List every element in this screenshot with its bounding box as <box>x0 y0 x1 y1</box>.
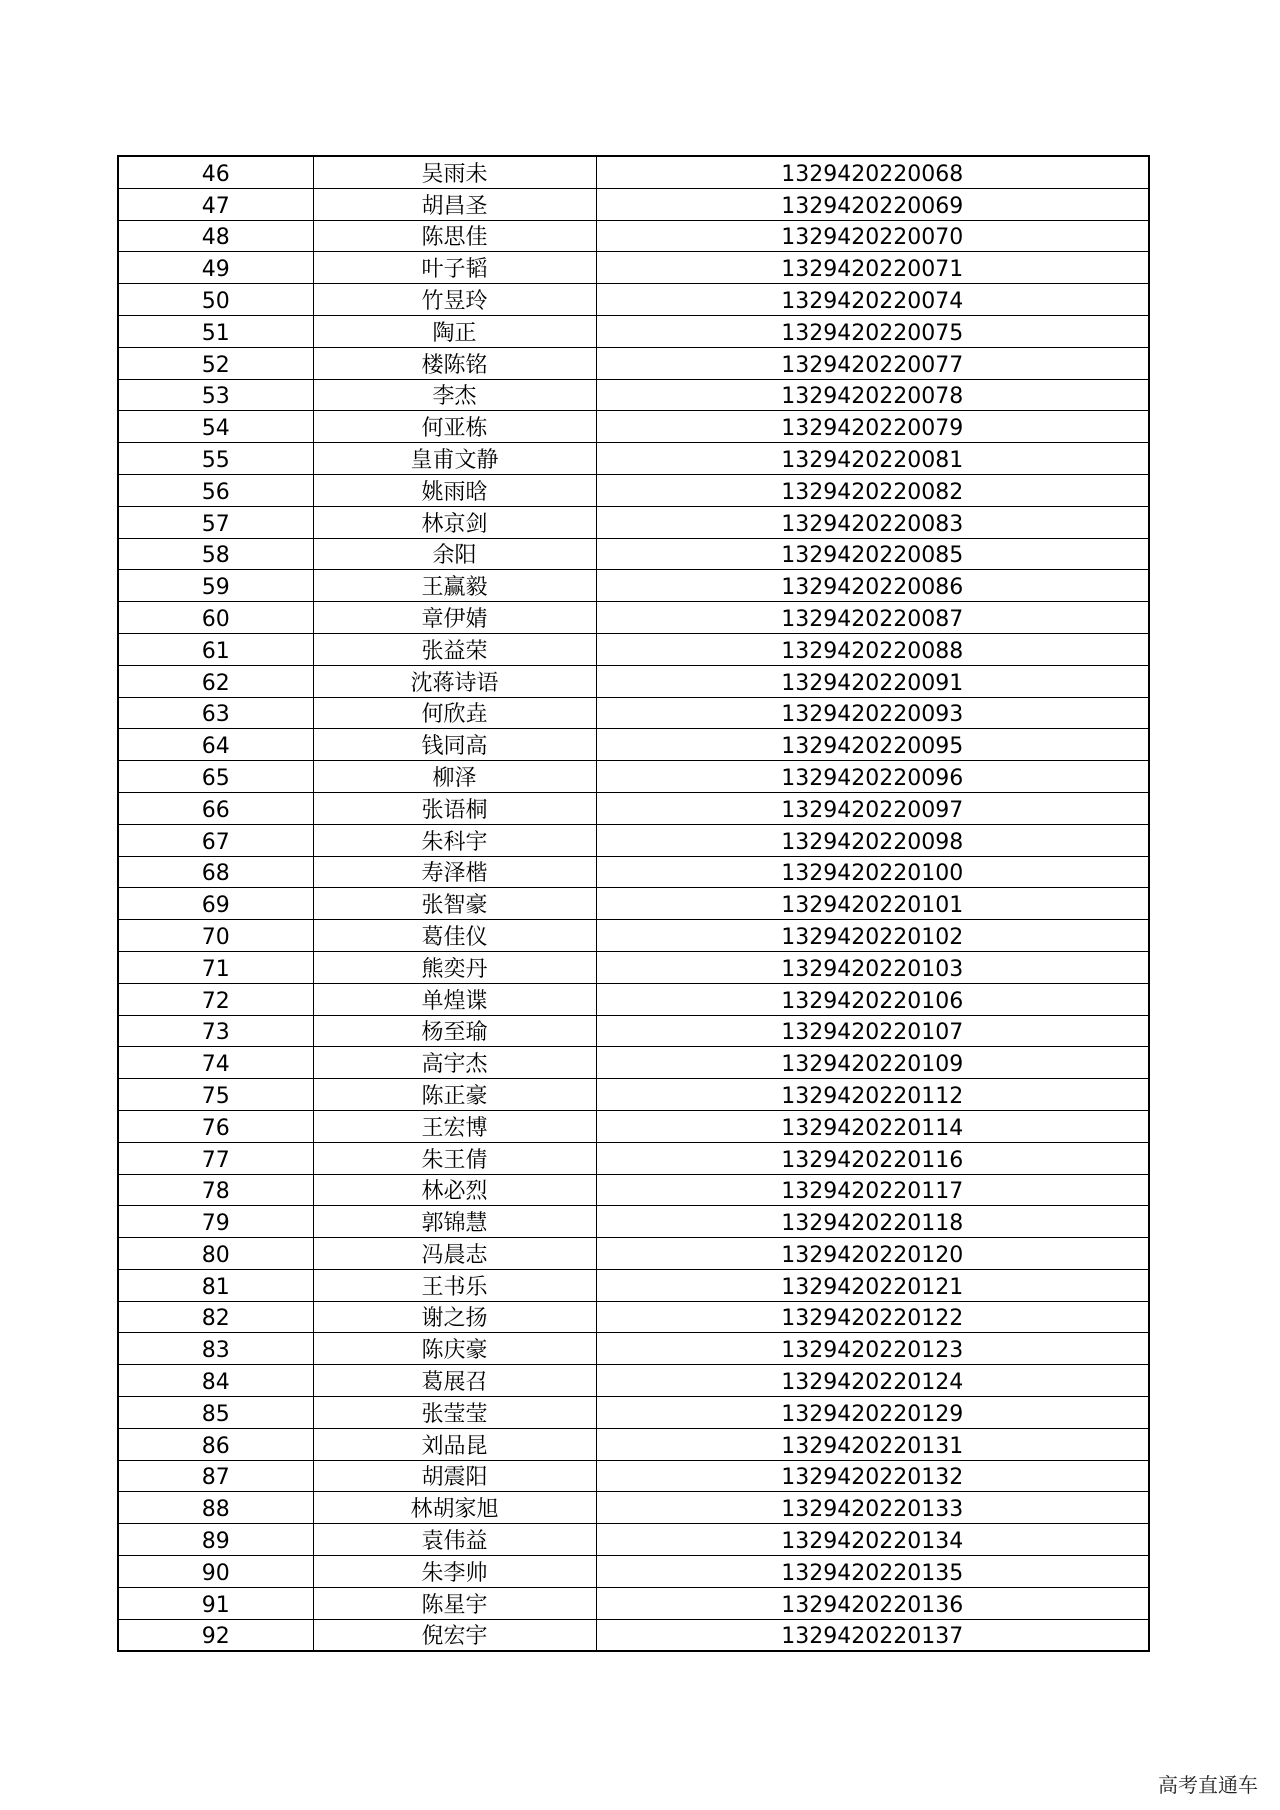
table-row <box>118 347 1149 379</box>
name-cell: 寿泽楷 <box>313 856 596 888</box>
table-row <box>118 761 1149 793</box>
exam-id-cell: 1329420220122 <box>596 1301 1149 1333</box>
table-row <box>118 1587 1149 1619</box>
table-row <box>118 220 1149 252</box>
table-row <box>118 1397 1149 1429</box>
exam-id-cell: 1329420220100 <box>596 856 1149 888</box>
row-number-cell: 77 <box>118 1142 313 1174</box>
exam-id-cell: 1329420220133 <box>596 1492 1149 1524</box>
row-number-cell: 69 <box>118 888 313 920</box>
table-row <box>118 1269 1149 1301</box>
row-number-cell: 71 <box>118 951 313 983</box>
table-row <box>118 379 1149 411</box>
row-number-cell: 53 <box>118 379 313 411</box>
row-number-cell: 47 <box>118 188 313 220</box>
table-row <box>118 474 1149 506</box>
roster-body <box>118 156 1149 1651</box>
name-cell: 李杰 <box>313 379 596 411</box>
name-cell: 竹昱玲 <box>313 284 596 316</box>
table-row <box>118 856 1149 888</box>
row-number-cell: 75 <box>118 1079 313 1111</box>
row-number-cell: 64 <box>118 729 313 761</box>
name-cell: 陶正 <box>313 315 596 347</box>
row-number-cell: 49 <box>118 252 313 284</box>
name-cell: 胡震阳 <box>313 1460 596 1492</box>
row-number-cell: 59 <box>118 570 313 602</box>
table-row <box>118 1142 1149 1174</box>
table-row <box>118 1079 1149 1111</box>
exam-id-cell: 1329420220078 <box>596 379 1149 411</box>
table-row <box>118 1174 1149 1206</box>
name-cell: 袁伟益 <box>313 1524 596 1556</box>
row-number-cell: 70 <box>118 920 313 952</box>
table-row <box>118 284 1149 316</box>
exam-id-cell: 1329420220075 <box>596 315 1149 347</box>
name-cell: 楼陈铭 <box>313 347 596 379</box>
exam-id-cell: 1329420220132 <box>596 1460 1149 1492</box>
name-cell: 林必烈 <box>313 1174 596 1206</box>
row-number-cell: 78 <box>118 1174 313 1206</box>
row-number-cell: 87 <box>118 1460 313 1492</box>
name-cell: 张益荣 <box>313 633 596 665</box>
row-number-cell: 73 <box>118 1015 313 1047</box>
exam-id-cell: 1329420220070 <box>596 220 1149 252</box>
table-row <box>118 792 1149 824</box>
table-row <box>118 1333 1149 1365</box>
exam-id-cell: 1329420220137 <box>596 1619 1149 1651</box>
table-row <box>118 411 1149 443</box>
table-row <box>118 1619 1149 1651</box>
row-number-cell: 91 <box>118 1587 313 1619</box>
exam-id-cell: 1329420220101 <box>596 888 1149 920</box>
table-row <box>118 1238 1149 1270</box>
name-cell: 林京剑 <box>313 506 596 538</box>
row-number-cell: 84 <box>118 1365 313 1397</box>
exam-id-cell: 1329420220116 <box>596 1142 1149 1174</box>
row-number-cell: 58 <box>118 538 313 570</box>
table-row <box>118 252 1149 284</box>
row-number-cell: 61 <box>118 633 313 665</box>
exam-id-cell: 1329420220096 <box>596 761 1149 793</box>
name-cell: 谢之扬 <box>313 1301 596 1333</box>
exam-id-cell: 1329420220087 <box>596 602 1149 634</box>
name-cell: 单煌谍 <box>313 983 596 1015</box>
row-number-cell: 52 <box>118 347 313 379</box>
name-cell: 章伊婧 <box>313 602 596 634</box>
name-cell: 张智豪 <box>313 888 596 920</box>
table-row <box>118 888 1149 920</box>
row-number-cell: 65 <box>118 761 313 793</box>
row-number-cell: 79 <box>118 1206 313 1238</box>
exam-id-cell: 1329420220136 <box>596 1587 1149 1619</box>
table-row <box>118 1460 1149 1492</box>
exam-id-cell: 1329420220135 <box>596 1556 1149 1588</box>
row-number-cell: 74 <box>118 1047 313 1079</box>
name-cell: 钱同高 <box>313 729 596 761</box>
exam-id-cell: 1329420220120 <box>596 1238 1149 1270</box>
table-row <box>118 1428 1149 1460</box>
row-number-cell: 54 <box>118 411 313 443</box>
exam-id-cell: 1329420220083 <box>596 506 1149 538</box>
table-row <box>118 1556 1149 1588</box>
table-row <box>118 602 1149 634</box>
name-cell: 王赢毅 <box>313 570 596 602</box>
row-number-cell: 89 <box>118 1524 313 1556</box>
exam-id-cell: 1329420220095 <box>596 729 1149 761</box>
exam-id-cell: 1329420220091 <box>596 665 1149 697</box>
exam-id-cell: 1329420220074 <box>596 284 1149 316</box>
name-cell: 何欣垚 <box>313 697 596 729</box>
exam-id-cell: 1329420220112 <box>596 1079 1149 1111</box>
table-row <box>118 1047 1149 1079</box>
name-cell: 刘品昆 <box>313 1428 596 1460</box>
table-row <box>118 1365 1149 1397</box>
exam-id-cell: 1329420220069 <box>596 188 1149 220</box>
row-number-cell: 80 <box>118 1238 313 1270</box>
table-row <box>118 443 1149 475</box>
exam-id-cell: 1329420220093 <box>596 697 1149 729</box>
row-number-cell: 51 <box>118 315 313 347</box>
name-cell: 朱王倩 <box>313 1142 596 1174</box>
exam-id-cell: 1329420220082 <box>596 474 1149 506</box>
row-number-cell: 57 <box>118 506 313 538</box>
name-cell: 陈思佳 <box>313 220 596 252</box>
table-row <box>118 824 1149 856</box>
row-number-cell: 56 <box>118 474 313 506</box>
table-row <box>118 538 1149 570</box>
row-number-cell: 63 <box>118 697 313 729</box>
row-number-cell: 76 <box>118 1110 313 1142</box>
name-cell: 朱李帅 <box>313 1556 596 1588</box>
row-number-cell: 85 <box>118 1397 313 1429</box>
table-row <box>118 633 1149 665</box>
row-number-cell: 83 <box>118 1333 313 1365</box>
exam-id-cell: 1329420220085 <box>596 538 1149 570</box>
name-cell: 张莹莹 <box>313 1397 596 1429</box>
table-row <box>118 729 1149 761</box>
exam-id-cell: 1329420220118 <box>596 1206 1149 1238</box>
row-number-cell: 67 <box>118 824 313 856</box>
name-cell: 余阳 <box>313 538 596 570</box>
table-row <box>118 570 1149 602</box>
row-number-cell: 68 <box>118 856 313 888</box>
name-cell: 张语桐 <box>313 792 596 824</box>
exam-id-cell: 1329420220081 <box>596 443 1149 475</box>
exam-id-cell: 1329420220088 <box>596 633 1149 665</box>
row-number-cell: 66 <box>118 792 313 824</box>
row-number-cell: 48 <box>118 220 313 252</box>
table-row <box>118 697 1149 729</box>
name-cell: 陈庆豪 <box>313 1333 596 1365</box>
exam-id-cell: 1329420220123 <box>596 1333 1149 1365</box>
table-row <box>118 506 1149 538</box>
row-number-cell: 60 <box>118 602 313 634</box>
table-row <box>118 156 1149 188</box>
row-number-cell: 72 <box>118 983 313 1015</box>
table-row <box>118 188 1149 220</box>
table-row <box>118 1524 1149 1556</box>
name-cell: 郭锦慧 <box>313 1206 596 1238</box>
exam-id-cell: 1329420220131 <box>596 1428 1149 1460</box>
exam-id-cell: 1329420220117 <box>596 1174 1149 1206</box>
exam-id-cell: 1329420220068 <box>596 156 1149 188</box>
name-cell: 林胡家旭 <box>313 1492 596 1524</box>
exam-id-cell: 1329420220077 <box>596 347 1149 379</box>
name-cell: 吴雨未 <box>313 156 596 188</box>
name-cell: 陈星宇 <box>313 1587 596 1619</box>
exam-id-cell: 1329420220103 <box>596 951 1149 983</box>
exam-id-cell: 1329420220098 <box>596 824 1149 856</box>
table-row <box>118 951 1149 983</box>
row-number-cell: 92 <box>118 1619 313 1651</box>
name-cell: 叶子韬 <box>313 252 596 284</box>
table-row <box>118 665 1149 697</box>
table-row <box>118 1492 1149 1524</box>
roster-table <box>117 155 1150 1652</box>
row-number-cell: 88 <box>118 1492 313 1524</box>
name-cell: 皇甫文静 <box>313 443 596 475</box>
table-row <box>118 315 1149 347</box>
exam-id-cell: 1329420220114 <box>596 1110 1149 1142</box>
exam-id-cell: 1329420220106 <box>596 983 1149 1015</box>
name-cell: 柳泽 <box>313 761 596 793</box>
table-row <box>118 920 1149 952</box>
name-cell: 姚雨晗 <box>313 474 596 506</box>
exam-id-cell: 1329420220071 <box>596 252 1149 284</box>
name-cell: 高宇杰 <box>313 1047 596 1079</box>
name-cell: 葛佳仪 <box>313 920 596 952</box>
row-number-cell: 82 <box>118 1301 313 1333</box>
exam-id-cell: 1329420220109 <box>596 1047 1149 1079</box>
name-cell: 胡昌圣 <box>313 188 596 220</box>
name-cell: 王书乐 <box>313 1269 596 1301</box>
name-cell: 冯晨志 <box>313 1238 596 1270</box>
name-cell: 朱科宇 <box>313 824 596 856</box>
watermark-text: 高考直通车 <box>1158 1773 1258 1797</box>
name-cell: 陈正豪 <box>313 1079 596 1111</box>
exam-id-cell: 1329420220079 <box>596 411 1149 443</box>
row-number-cell: 81 <box>118 1269 313 1301</box>
name-cell: 沈蒋诗语 <box>313 665 596 697</box>
name-cell: 葛展召 <box>313 1365 596 1397</box>
exam-id-cell: 1329420220086 <box>596 570 1149 602</box>
name-cell: 熊奕丹 <box>313 951 596 983</box>
exam-id-cell: 1329420220124 <box>596 1365 1149 1397</box>
name-cell: 倪宏宇 <box>313 1619 596 1651</box>
exam-id-cell: 1329420220121 <box>596 1269 1149 1301</box>
row-number-cell: 90 <box>118 1556 313 1588</box>
name-cell: 杨至瑜 <box>313 1015 596 1047</box>
exam-id-cell: 1329420220097 <box>596 792 1149 824</box>
exam-id-cell: 1329420220134 <box>596 1524 1149 1556</box>
name-cell: 王宏博 <box>313 1110 596 1142</box>
row-number-cell: 46 <box>118 156 313 188</box>
table-row <box>118 1301 1149 1333</box>
row-number-cell: 86 <box>118 1428 313 1460</box>
name-cell: 何亚栋 <box>313 411 596 443</box>
table-row <box>118 1110 1149 1142</box>
row-number-cell: 62 <box>118 665 313 697</box>
row-number-cell: 55 <box>118 443 313 475</box>
table-row <box>118 1206 1149 1238</box>
row-number-cell: 50 <box>118 284 313 316</box>
table-row <box>118 983 1149 1015</box>
exam-id-cell: 1329420220102 <box>596 920 1149 952</box>
exam-id-cell: 1329420220129 <box>596 1397 1149 1429</box>
table-row <box>118 1015 1149 1047</box>
exam-id-cell: 1329420220107 <box>596 1015 1149 1047</box>
